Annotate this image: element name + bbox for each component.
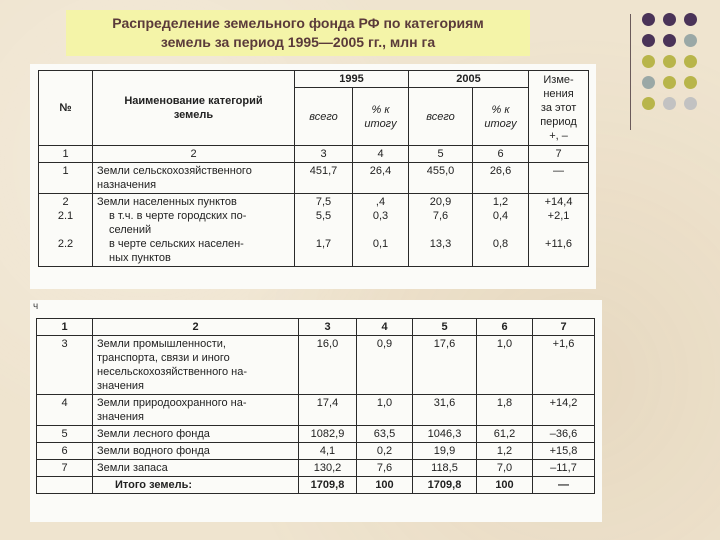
column-number: 5 — [409, 146, 473, 163]
cell-1995-pct: 0,2 — [357, 443, 413, 460]
decor-dot — [663, 13, 676, 26]
column-number-row — [39, 146, 589, 163]
table-total-row — [37, 477, 595, 494]
total-1995: 1709,8 — [299, 477, 357, 494]
header-pct-1995-line-2: итогу — [364, 117, 397, 130]
scanned-table-part-2 — [30, 300, 602, 522]
column-number: 7 — [529, 146, 589, 163]
total-2005: 1709,8 — [413, 477, 477, 494]
row-name-line: несельскохозяйственного на- — [97, 366, 247, 378]
cell-2005-total: 1046,3 — [413, 426, 477, 443]
cell-1995-total: 1082,9 — [299, 426, 357, 443]
table-row — [39, 163, 589, 194]
header-name-line-1: Наименование категорий — [124, 95, 263, 107]
row-name-line: значения — [97, 380, 145, 392]
land-fund-table-part-1 — [38, 70, 589, 267]
row-category-name: Земли лесного фонда — [93, 426, 299, 443]
header-change — [529, 71, 589, 146]
row-category-name — [93, 194, 295, 267]
row-name-line: Земли населенных пунктов — [97, 196, 237, 208]
cell-1995-pct: 63,5 — [357, 426, 413, 443]
row-category-name — [93, 395, 299, 426]
header-year-2005: 2005 — [409, 71, 529, 88]
decor-dot — [642, 13, 655, 26]
cell-2005-total: 17,6 — [413, 336, 477, 395]
cell-2005-pct: 26,6 — [473, 163, 529, 194]
header-year-1995: 1995 — [295, 71, 409, 88]
cell-value: 1,7 — [315, 238, 332, 250]
cell-1995-total: 17,4 — [299, 395, 357, 426]
cell-change — [529, 194, 589, 267]
row-name-line: селений — [109, 224, 152, 236]
cell-change: +14,2 — [533, 395, 595, 426]
cell-value: 20,9 — [429, 196, 452, 208]
row-number: 4 — [37, 395, 93, 426]
cell-2005-pct: 1,0 — [477, 336, 533, 395]
cell-change: –11,7 — [533, 460, 595, 477]
row-category-name: Земли запаса — [93, 460, 299, 477]
slide-title-box — [66, 10, 530, 56]
row-number: 1 — [39, 163, 93, 194]
cell-value: +11,6 — [545, 238, 573, 250]
cell-2005-total: 19,9 — [413, 443, 477, 460]
table-header-row — [39, 71, 589, 88]
header-name-line-2: земель — [173, 109, 214, 121]
cell-value: 5,5 — [315, 210, 332, 222]
cell-value: 0,3 — [372, 210, 389, 222]
cell-1995-total: 16,0 — [299, 336, 357, 395]
column-number: 6 — [473, 146, 529, 163]
scanned-table-part-1 — [30, 64, 596, 289]
cell-value: 7,5 — [315, 196, 332, 208]
slide-title — [112, 14, 483, 52]
row-number: 6 — [37, 443, 93, 460]
cell-2005-total: 118,5 — [413, 460, 477, 477]
column-number: 5 — [413, 319, 477, 336]
column-number: 2 — [93, 146, 295, 163]
header-total-1995: всего — [295, 88, 353, 146]
row-number-sub: 2.2 — [57, 238, 74, 250]
row-name-line: транспорта, связи и иного — [97, 352, 230, 364]
row-number — [39, 194, 93, 267]
cell-2005-total: 455,0 — [409, 163, 473, 194]
table-row — [37, 426, 595, 443]
row-name-line: Земли природоохранного на- — [97, 397, 247, 409]
header-change-line-4: период — [540, 116, 577, 128]
row-name-line: значения — [97, 411, 145, 423]
cell-value: 0,1 — [372, 238, 389, 250]
table-row — [37, 395, 595, 426]
column-number: 4 — [353, 146, 409, 163]
header-pct-1995-line-1: % к — [371, 103, 390, 116]
row-name-line: в черте сельских населен- — [109, 238, 244, 250]
cell-1995-pct: 7,6 — [357, 460, 413, 477]
decor-dot — [642, 55, 655, 68]
row-name-line: в т.ч. в черте городских по- — [109, 210, 247, 222]
total-empty-cell — [37, 477, 93, 494]
row-name-line: назначения — [97, 179, 157, 191]
cell-value: ,4 — [375, 196, 386, 208]
column-number: 4 — [357, 319, 413, 336]
cell-1995-total: 130,2 — [299, 460, 357, 477]
total-label: Итого земель: — [93, 477, 299, 494]
row-number: 7 — [37, 460, 93, 477]
row-number-main: 2 — [62, 196, 69, 208]
cell-1995-total: 451,7 — [295, 163, 353, 194]
header-category-name — [93, 71, 295, 146]
row-number: 3 — [37, 336, 93, 395]
decor-dot — [642, 76, 655, 89]
header-change-line-1: Изме- — [543, 74, 574, 86]
table-row — [37, 460, 595, 477]
cell-value: 13,3 — [429, 238, 452, 250]
slide-title-line-2: земель за период 1995—2005 гг., млн га — [160, 34, 436, 50]
cell-change: –36,6 — [533, 426, 595, 443]
decor-dot — [684, 55, 697, 68]
cell-2005-pct: 1,2 — [477, 443, 533, 460]
cell-1995-pct: 0,9 — [357, 336, 413, 395]
cell-1995-pct — [353, 194, 409, 267]
row-category-name — [93, 163, 295, 194]
row-category-name — [93, 336, 299, 395]
header-no: № — [39, 71, 93, 146]
decor-dot — [663, 97, 676, 110]
column-number: 1 — [39, 146, 93, 163]
cell-value: +14,4 — [544, 196, 573, 208]
decor-dot — [684, 76, 697, 89]
scan-mark: ч — [33, 301, 39, 312]
row-name-line: Земли промышленности, — [97, 338, 226, 350]
cell-value: +2,1 — [547, 210, 570, 222]
cell-value: 1,2 — [492, 196, 509, 208]
row-category-name: Земли водного фонда — [93, 443, 299, 460]
cell-change: +15,8 — [533, 443, 595, 460]
decor-dot — [663, 55, 676, 68]
row-name-line: ных пунктов — [109, 252, 171, 264]
land-fund-table-part-2 — [36, 318, 595, 494]
decor-dot — [663, 34, 676, 47]
header-total-2005: всего — [409, 88, 473, 146]
decor-dot — [663, 76, 676, 89]
total-2005-pct: 100 — [477, 477, 533, 494]
decor-dot — [642, 97, 655, 110]
cell-2005-total — [409, 194, 473, 267]
row-number-sub: 2.1 — [57, 210, 74, 222]
total-1995-pct: 100 — [357, 477, 413, 494]
decor-dot — [684, 97, 697, 110]
table-row — [37, 443, 595, 460]
column-number-row — [37, 319, 595, 336]
cell-value: 0,4 — [492, 210, 509, 222]
header-pct-2005 — [473, 88, 529, 146]
column-number: 7 — [533, 319, 595, 336]
decor-dot — [642, 34, 655, 47]
cell-2005-pct: 1,8 — [477, 395, 533, 426]
header-change-line-2: нения — [543, 88, 574, 100]
column-number: 3 — [295, 146, 353, 163]
column-number: 1 — [37, 319, 93, 336]
cell-2005-total: 31,6 — [413, 395, 477, 426]
decor-dot — [684, 13, 697, 26]
header-change-line-5: +, – — [549, 130, 568, 142]
decor-dot — [684, 34, 697, 47]
slide-title-line-1: Распределение земельного фонда РФ по категориям — [112, 15, 484, 31]
total-change: — — [533, 477, 595, 494]
cell-2005-pct: 61,2 — [477, 426, 533, 443]
decor-dot-grid — [642, 13, 720, 119]
cell-value: 7,6 — [432, 210, 449, 222]
row-name-line: Земли сельскохозяйственного — [97, 165, 252, 177]
header-pct-2005-line-1: % к — [491, 103, 510, 116]
table-row — [39, 194, 589, 267]
column-number: 2 — [93, 319, 299, 336]
cell-change: — — [529, 163, 589, 194]
column-number: 6 — [477, 319, 533, 336]
header-pct-1995 — [353, 88, 409, 146]
cell-1995-total — [295, 194, 353, 267]
cell-1995-total: 4,1 — [299, 443, 357, 460]
table-row — [37, 336, 595, 395]
decor-vertical-line — [630, 14, 631, 130]
cell-change: +1,6 — [533, 336, 595, 395]
column-number: 3 — [299, 319, 357, 336]
cell-1995-pct: 1,0 — [357, 395, 413, 426]
header-pct-2005-line-2: итогу — [484, 117, 517, 130]
row-number: 5 — [37, 426, 93, 443]
cell-1995-pct: 26,4 — [353, 163, 409, 194]
cell-value: 0,8 — [492, 238, 509, 250]
header-change-line-3: за этот — [540, 102, 577, 114]
cell-2005-pct: 7,0 — [477, 460, 533, 477]
cell-2005-pct — [473, 194, 529, 267]
